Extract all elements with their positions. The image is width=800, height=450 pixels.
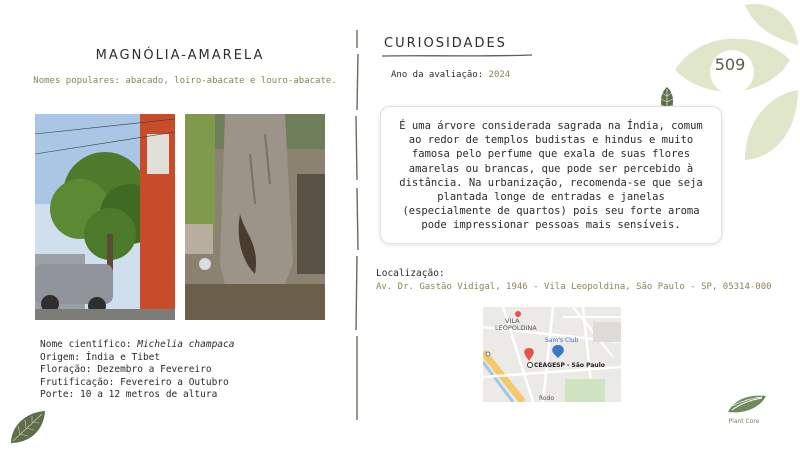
scientific-name-value: Michelia champaca	[137, 339, 235, 350]
fact-flowering: Floração: Dezembro a Fevereiro	[40, 364, 212, 375]
evaluation-year: Ano da avaliação: 2024	[391, 70, 511, 80]
plant-core-logo-icon	[726, 392, 768, 416]
vertical-divider	[352, 30, 362, 420]
map-road-label: Rodo	[539, 395, 555, 402]
fact-origin: Origem: Índia e Tibet	[40, 351, 161, 363]
tree-photo-trunk	[185, 114, 325, 320]
tree-number: 509	[714, 55, 746, 74]
popular-names: Nomes populares: abacado, loiro-abacate e louro-abacate.	[33, 76, 337, 86]
curiosities-heading: CURIOSIDADES	[384, 36, 507, 51]
brand-name: Plant Core	[728, 418, 760, 425]
location-address: Av. Dr. Gastão Vidigal, 1946 - Vila Leopoldina, São Paulo - SP, 05314-000	[376, 282, 772, 292]
tree-photo-street	[35, 114, 175, 320]
map-area-label-1: VILA	[505, 317, 520, 325]
pale-leaf-bottom-icon	[745, 90, 798, 160]
location-map[interactable]	[483, 307, 621, 402]
fact-scientific-name: Nome científico: Michelia champaca	[40, 339, 235, 350]
species-facts	[40, 339, 234, 402]
map-place-label: CEAGESP - São Paulo	[534, 362, 605, 369]
map-area-label-2: LEOPOLDINA	[495, 324, 537, 332]
evaluation-year-value: 2024	[488, 70, 511, 80]
species-title: MAGNÓLIA-AMARELA	[95, 48, 265, 63]
bottom-left-leaf-icon	[8, 408, 48, 446]
fact-height: Porte: 10 a 12 metros de altura	[40, 389, 218, 400]
location-label: Localização:	[376, 268, 445, 279]
pale-leaf-top-icon	[745, 4, 798, 45]
map-store-label: Sam's Club	[545, 337, 579, 344]
curiosity-description: É uma árvore considerada sagrada na Índia, comum ao redor de templos budistas e hindus e muito famosa pelo perfume que exala de suas flores amarelas ou brancas, que pode ser percebido à distância. Na urbanização, recomenda-se que seja plantada longe de entradas e janelas (especialmente de quartos) pois seu forte aroma pode impressionar pessoas mais sensíveis.	[380, 106, 722, 244]
heading-underline	[382, 52, 532, 60]
fact-fruiting: Frutificação: Fevereiro a Outubro	[40, 376, 229, 388]
